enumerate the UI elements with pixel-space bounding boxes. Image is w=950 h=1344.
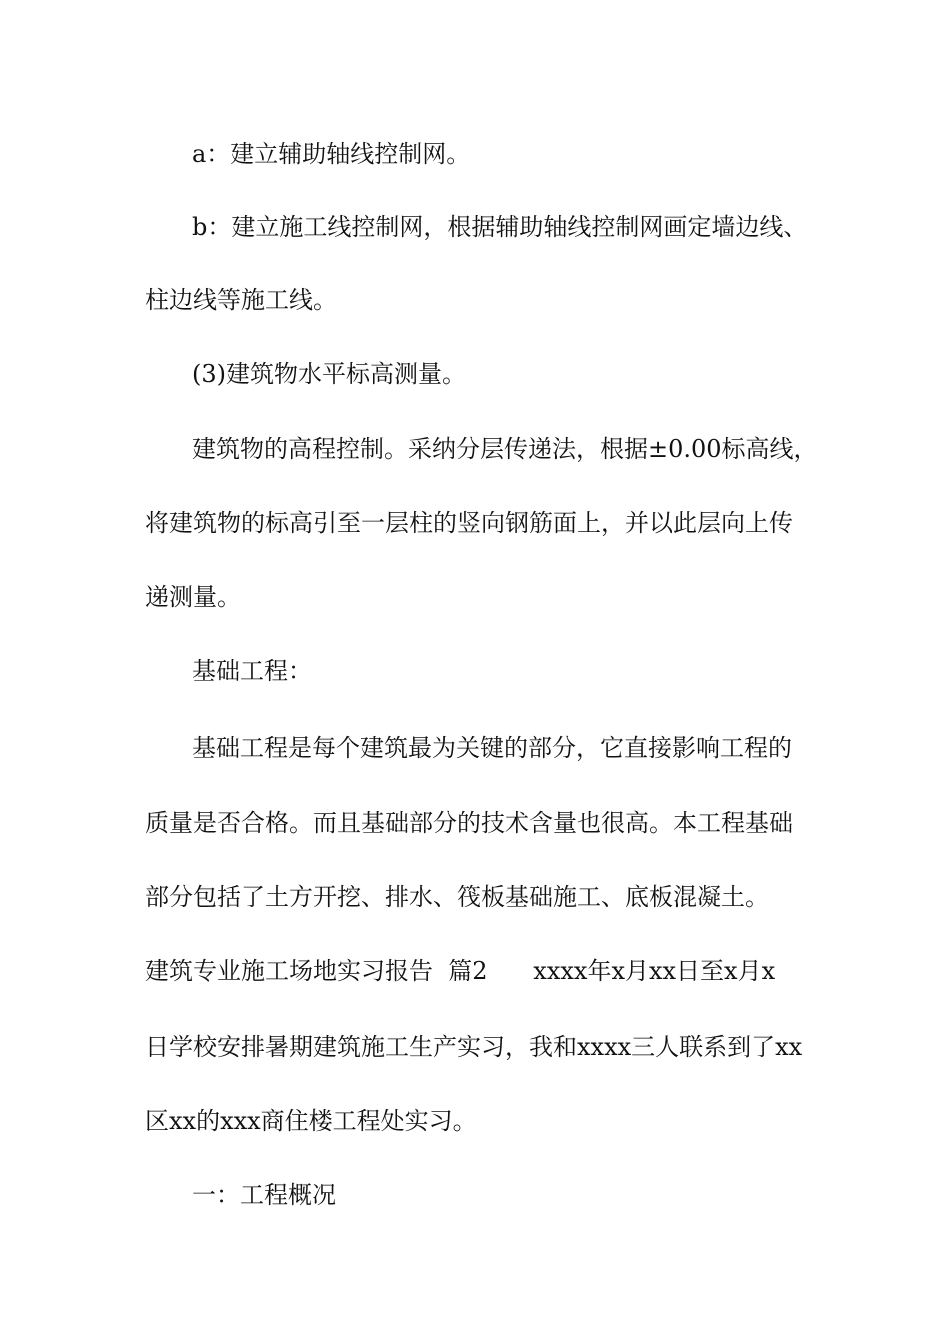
heading-project-overview: 一：工程概况 bbox=[192, 1181, 336, 1209]
paragraph-elevation-control: 建筑物的高程控制。采纳分层传递法，根据±0.00标高线， bbox=[192, 435, 818, 463]
paragraph-elevation-control-continued: 将建筑物的标高引至一层柱的竖向钢筋面上，并以此层向上传 bbox=[145, 509, 793, 537]
heading-foundation-works: 基础工程： bbox=[192, 657, 312, 685]
paragraph-internship-intro: 日学校安排暑期建筑施工生产实习，我和xxxx三人联系到了xx bbox=[145, 1033, 803, 1061]
paragraph-foundation: 基础工程是每个建筑最为关键的部分，它直接影响工程的 bbox=[192, 734, 792, 762]
paragraph-foundation-end: 部分包括了土方开挖、排水、筏板基础施工、底板混凝土。 bbox=[145, 883, 769, 911]
paragraph-step-b: b：建立施工线控制网，根据辅助轴线控制网画定墙边线、 bbox=[192, 213, 808, 241]
paragraph-step-b-continued: 柱边线等施工线。 bbox=[145, 286, 337, 314]
paragraph-foundation-continued: 质量是否合格。而且基础部分的技术含量也很高。本工程基础 bbox=[145, 809, 793, 837]
paragraph-step-a: a：建立辅助轴线控制网。 bbox=[192, 140, 471, 168]
paragraph-elevation-control-end: 递测量。 bbox=[145, 583, 241, 611]
heading-elevation-survey: (3)建筑物水平标高测量。 bbox=[192, 360, 466, 388]
paragraph-internship-intro-end: 区xx的xxx商住楼工程处实习。 bbox=[145, 1107, 477, 1135]
report-title-line: 建筑专业施工场地实习报告 篇2 xxxx年x月xx日至x月x bbox=[145, 957, 776, 985]
